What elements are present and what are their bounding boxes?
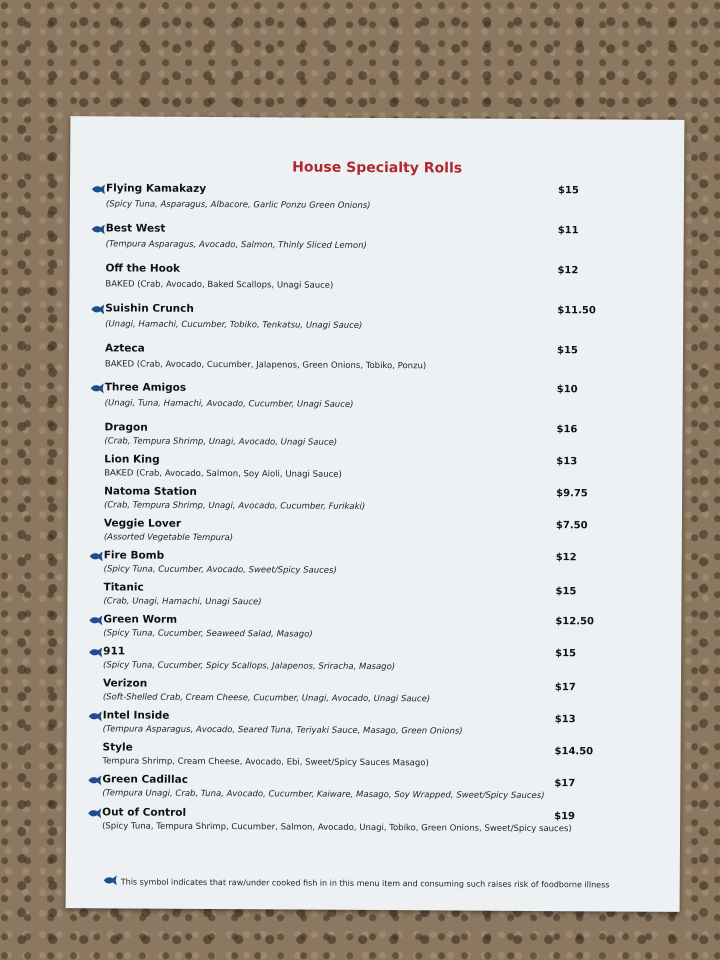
fish-icon (86, 775, 102, 785)
item-price: $12 (555, 552, 577, 564)
menu-item (89, 421, 629, 448)
menu-item (87, 677, 627, 705)
menu-item (89, 342, 629, 372)
item-description: (Spicy Tuna, Asparagus, Albacore, Garlic Ponzu Green Onions) (105, 199, 371, 211)
item-description: Tempura Shrimp, Cream Cheese, Avocado, Ebi, Sweet/Spicy Sauces Masago) (102, 756, 429, 769)
raw-fish-disclaimer (102, 874, 610, 889)
menu-title: House Specialty Rolls (292, 159, 463, 177)
item-name: Veggie Lover (103, 517, 182, 530)
fish-icon (90, 224, 106, 234)
item-description: (Spicy Tuna, Cucumber, Spicy Scallops, Jalapenos, Sriracha, Masago) (103, 660, 396, 673)
item-price: $14.50 (554, 746, 594, 758)
item-name: Flying Kamakazy (105, 182, 207, 195)
item-name: Intel Inside (102, 709, 170, 722)
item-price: $11 (557, 225, 579, 237)
menu-item (88, 485, 628, 512)
item-description: (Tempura Unagi, Crab, Tuna, Avocado, Cucumber, Kaiware, Masago, Soy Wrapped, Sweet/Spicy Sauces) (102, 788, 545, 802)
item-description: (Crab, Unagi, Hamachi, Unagi Sauce) (103, 596, 262, 608)
item-description: (Spicy Tuna, Cucumber, Seaweed Salad, Masago) (103, 628, 313, 640)
fish-icon (90, 184, 106, 194)
fish-icon (89, 304, 105, 314)
item-name: Titanic (103, 581, 144, 594)
item-name: Natoma Station (104, 485, 197, 498)
menu-item (88, 581, 628, 608)
item-name: Suishin Crunch (105, 302, 194, 315)
item-name: Best West (105, 222, 166, 235)
menu-item (87, 741, 627, 769)
fish-icon (87, 711, 103, 721)
item-price: $16 (556, 424, 578, 436)
menu-item (88, 453, 628, 480)
item-description: (Crab, Tempura Shrimp, Unagi, Avocado, Cucumber, Furikaki) (104, 500, 366, 512)
item-price: $10 (556, 384, 578, 396)
item-price: $15 (555, 586, 577, 598)
menu-item (88, 517, 628, 544)
menu-item (89, 302, 629, 331)
item-name: Verizon (102, 677, 148, 690)
item-price: $7.50 (555, 520, 588, 532)
menu-item (87, 645, 627, 673)
fish-icon (86, 808, 102, 818)
menu-item (87, 709, 627, 737)
item-name: Green Worm (103, 613, 178, 626)
fish-icon (87, 615, 103, 625)
item-description: (Tempura Asparagus, Avocado, Seared Tuna, Teriyaki Sauce, Masago, Green Onions) (102, 724, 463, 737)
menu-item (89, 381, 629, 410)
item-description: BAKED (Crab, Avocado, Baked Scallops, Unagi Sauce) (105, 279, 334, 291)
item-name: 911 (103, 645, 126, 658)
item-description: (Assorted Vegetable Tempura) (103, 532, 234, 544)
item-name: Off the Hook (105, 262, 181, 275)
item-price: $17 (554, 682, 576, 694)
item-name: Out of Control (102, 806, 187, 819)
item-name: Three Amigos (104, 381, 187, 394)
item-description: (Crab, Tempura Shrimp, Unagi, Avocado, Unagi Sauce) (104, 436, 338, 448)
fish-icon (87, 647, 103, 657)
menu-sheet (66, 116, 685, 912)
item-price: $12 (557, 265, 579, 277)
fish-icon (88, 551, 104, 561)
item-description: (Spicy Tuna, Tempura Shrimp, Cucumber, Salmon, Avocado, Unagi, Tobiko, Green Onions, Sweet/Spicy sauces) (102, 821, 572, 835)
item-name: Fire Bomb (103, 549, 165, 562)
item-description: (Spicy Tuna, Cucumber, Avocado, Sweet/Spicy Sauces) (103, 564, 337, 576)
item-price: $19 (554, 811, 576, 823)
menu-item (87, 613, 627, 640)
item-price: $9.75 (556, 488, 588, 500)
item-price: $11.50 (557, 305, 596, 317)
item-price: $17 (554, 778, 576, 790)
item-name: Lion King (104, 453, 160, 466)
menu-item (90, 182, 630, 211)
item-description: (Unagi, Tuna, Hamachi, Avocado, Cucumber, Unagi Sauce) (104, 398, 354, 410)
item-description: (Unagi, Hamachi, Cucumber, Tobiko, Tenkatsu, Unagi Sauce) (105, 319, 363, 331)
item-price: $13 (556, 456, 578, 468)
menu-item (90, 262, 630, 291)
item-description: (Soft-Shelled Crab, Cream Cheese, Cucumber, Unagi, Avocado, Unagi Sauce) (102, 692, 431, 705)
item-name: Green Cadillac (102, 773, 189, 786)
item-price: $12.50 (555, 616, 594, 628)
item-name: Azteca (104, 342, 145, 355)
item-price: $15 (555, 648, 577, 660)
item-name: Dragon (104, 421, 148, 434)
item-name: Style (102, 741, 133, 754)
item-description: (Tempura Asparagus, Avocado, Salmon, Thinly Sliced Lemon) (105, 239, 367, 251)
disclaimer-text: This symbol indicates that raw/under cooked fish in in this menu item and consuming such raises risk of foodborne illness (120, 877, 610, 890)
fish-icon (102, 875, 118, 885)
item-price: $15 (557, 185, 579, 197)
item-price: $15 (556, 345, 578, 357)
item-price: $13 (554, 714, 576, 726)
menu-item (88, 549, 628, 576)
menu-item (86, 806, 626, 835)
menu-item (86, 773, 626, 802)
item-description: BAKED (Crab, Avocado, Salmon, Soy Aioli, Unagi Sauce) (104, 468, 342, 480)
fish-icon (89, 383, 105, 393)
item-description: BAKED (Crab, Avocado, Cucumber, Jalapenos, Green Onions, Tobiko, Ponzu) (104, 359, 427, 372)
menu-item (90, 222, 630, 251)
